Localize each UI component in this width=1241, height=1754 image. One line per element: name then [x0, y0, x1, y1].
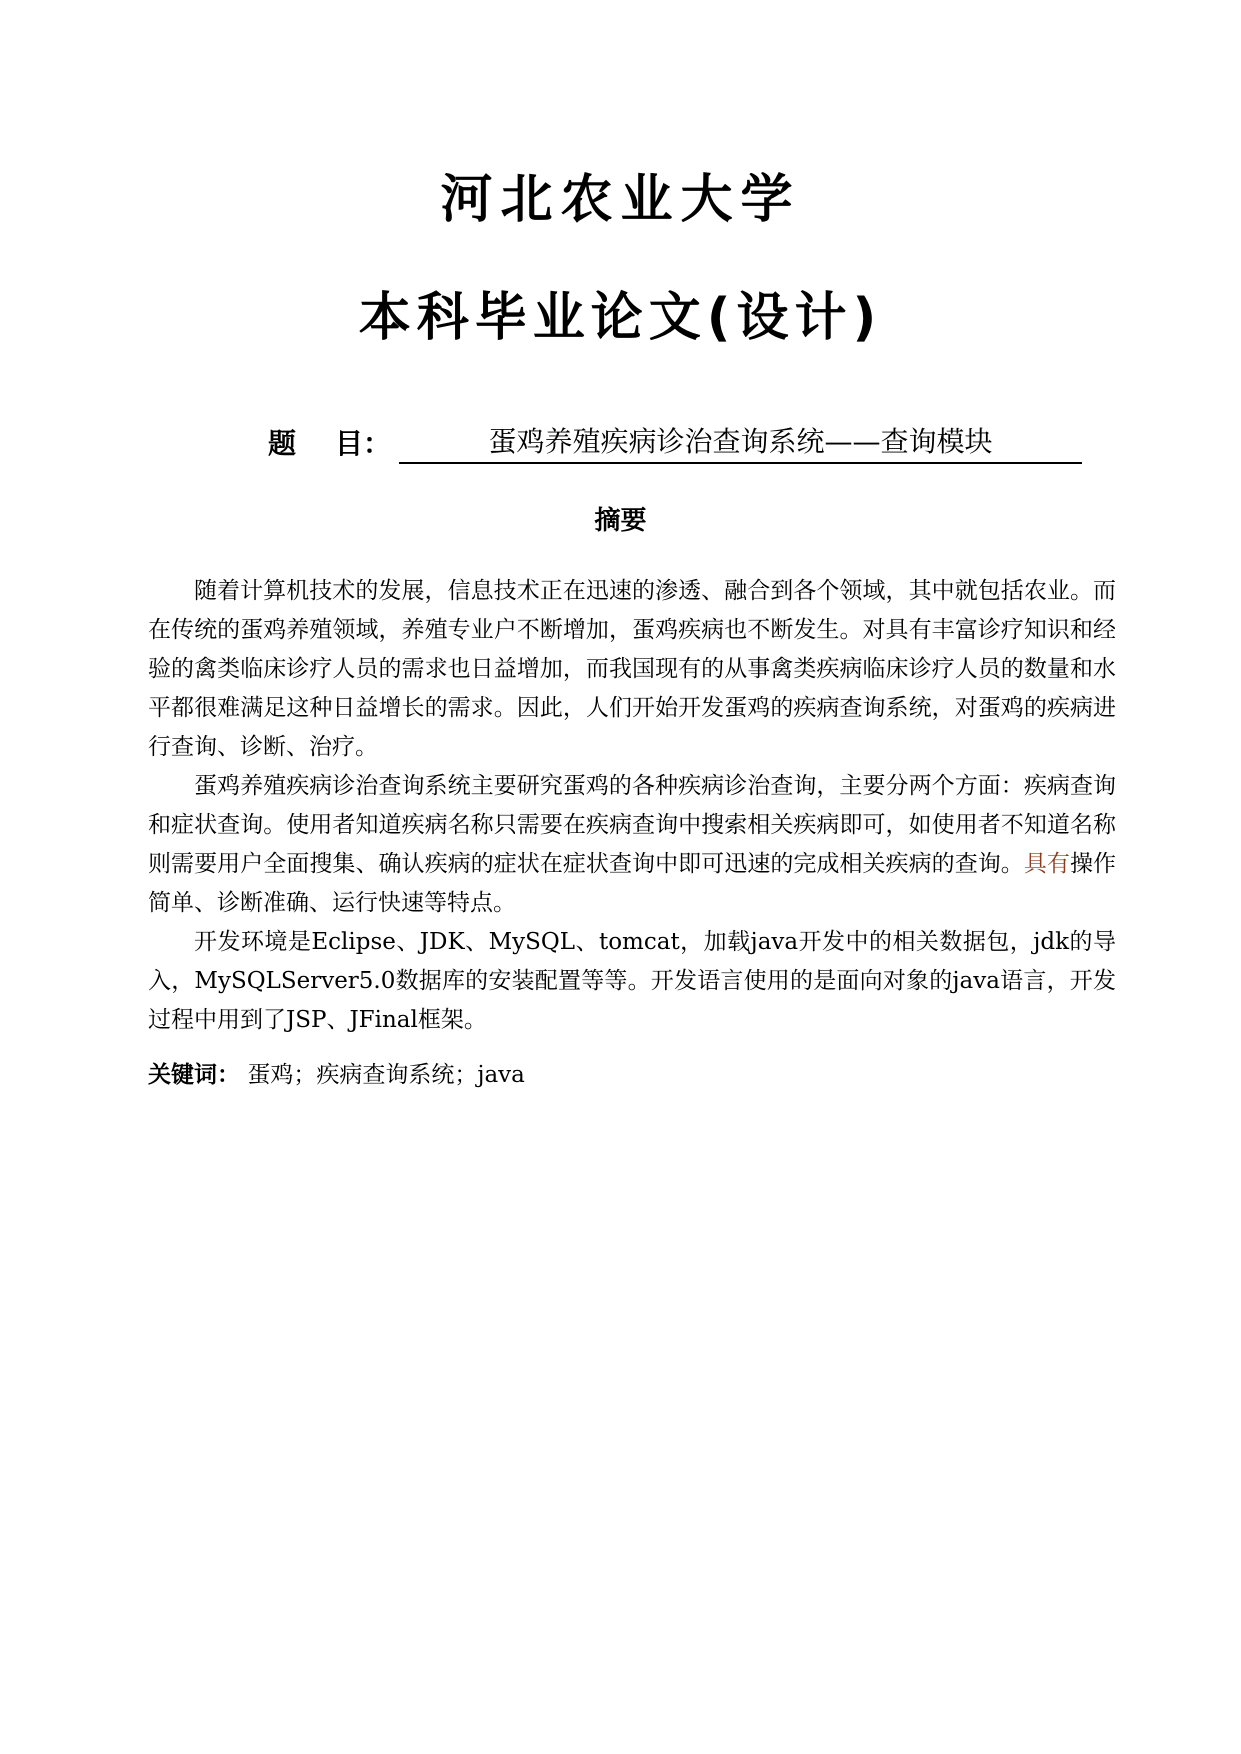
- abstract-paragraph-3: 开发环境是Eclipse、JDK、MySQL、tomcat，加载java开发中的相关数据包，jdk的导入，MySQLServer5.0数据库的安装配置等等。开发语言使用的是面向对象的java语言，开发过程中用到了JSP、JFinal框架。: [148, 929, 1116, 1033]
- abstract-paragraph-2: [148, 767, 1116, 923]
- title-value: 蛋鸡养殖疾病诊治查询系统——查询模块: [399, 422, 1082, 464]
- thesis-type-heading: 本科毕业论文(设计): [358, 288, 883, 348]
- abstract-body: [148, 572, 1116, 1040]
- keywords-value: 蛋鸡；疾病查询系统；java: [247, 1062, 525, 1088]
- abstract-heading: 摘要: [594, 506, 647, 536]
- abstract-paragraph-2-tail: 操作简单、诊断准确、运行快速等特点。: [148, 851, 1117, 916]
- keywords-label: 关键词：: [148, 1062, 240, 1088]
- abstract-paragraph-2-highlight: 具有: [1023, 851, 1070, 877]
- abstract-paragraph-2-text: 蛋鸡养殖疾病诊治查询系统主要研究蛋鸡的各种疾病诊治查询，主要分两个方面：疾病查询和症状查询。使用者知道疾病名称只需要在疾病查询中搜索相关疾病即可，如使用者不知道名称则需要用户全面搜集、确认疾病的症状在症状查询中即可迅速的完成相关疾病的查询。: [148, 773, 1116, 877]
- abstract-paragraph-1: 随着计算机技术的发展，信息技术正在迅速的渗透、融合到各个领域，其中就包括农业。而在传统的蛋鸡养殖领域，养殖专业户不断增加，蛋鸡疾病也不断发生。对具有丰富诊疗知识和经验的禽类临床诊疗人员的需求也日益增加，而我国现有的从事禽类疾病临床诊疗人员的数量和水平都很难满足这种日益增长的需求。因此，人们开始开发蛋鸡的疾病查询系统，对蛋鸡的疾病进行查询、诊断、治疗。: [148, 578, 1116, 760]
- university-name: 河北农业大学: [440, 170, 801, 230]
- keywords-line: [148, 1057, 1116, 1093]
- title-label: 题 目：: [268, 427, 391, 460]
- thesis-title-row: [268, 420, 1082, 464]
